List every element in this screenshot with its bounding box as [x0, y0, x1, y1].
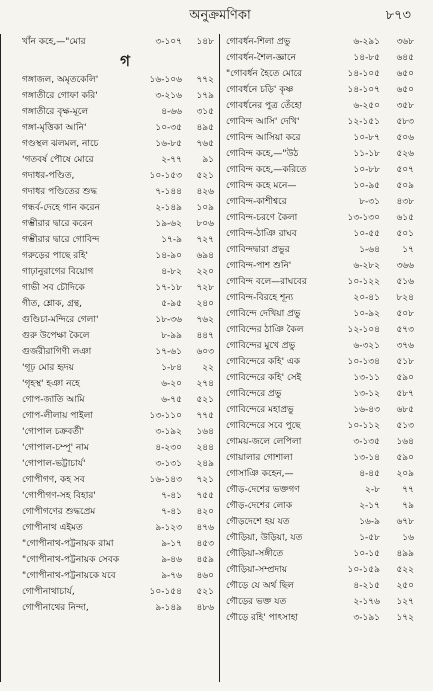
index-entry: [224, 162, 420, 178]
entry-reference: ১০-১৩৪: [347, 357, 380, 367]
entry-page: ৬০৩: [196, 347, 214, 357]
entry-reference: ৩-২১৬: [155, 91, 182, 101]
entry-text: গোবিন্দ বলে—রাঘবের: [226, 277, 307, 287]
entry-text: গৌড়দেশে হয় যত: [226, 517, 290, 527]
entry-page: ৫২২: [396, 565, 414, 575]
index-entry: [224, 306, 420, 322]
entry-reference: ১৮-৩৬: [155, 315, 182, 325]
entry-page: ২২: [202, 363, 214, 373]
index-entry: [224, 546, 420, 562]
index-entry: [20, 408, 218, 424]
entry-page: ৬৭৮: [396, 517, 414, 527]
index-entry: [224, 482, 420, 498]
entry-reference: ১০-৮৮: [353, 165, 380, 175]
entry-page: ৫৭৩: [396, 325, 414, 335]
index-entry: [20, 104, 218, 120]
entry-text: গোসাঞি কহেন,—: [226, 469, 294, 479]
entry-page: ৫০১: [396, 229, 414, 239]
entry-page: ১৭৯: [196, 91, 214, 101]
entry-page: ৬৯৪: [196, 251, 214, 261]
entry-text: গোবিন্দ আসিয়া করে: [226, 133, 301, 143]
entry-text: গোবিন্দের ঠাঞি কৈল: [226, 325, 304, 335]
index-entry: [20, 168, 218, 184]
index-entry: [224, 514, 420, 530]
entry-text: গদাধর পণ্ডিতের শুদ্ধ: [22, 187, 97, 197]
entry-page: ৭৭৫: [196, 411, 214, 421]
entry-page: ৫৯০: [396, 373, 414, 383]
entry-text: গরুড়ের পাছে রহি': [22, 251, 89, 261]
index-entry: [20, 72, 218, 88]
entry-reference: ৪-৮২: [161, 267, 182, 277]
index-entry: [224, 226, 420, 242]
entry-page: ৪৫৩: [196, 539, 214, 549]
entry-text: গাভী সব চৌদিকে: [22, 283, 85, 293]
entry-text: গোবিন্দ-কাশীশ্বরে: [226, 197, 287, 207]
index-entry: [224, 386, 420, 402]
entry-text: গৌড়ে রহি' পাৎসাহা: [226, 613, 299, 623]
entry-reference: ৬-৭৫: [161, 395, 182, 405]
index-entry: [224, 594, 420, 610]
entry-text: গাঢ়ানুরাগের বিয়োগ: [22, 267, 94, 277]
entry-page: ৫১৬: [396, 277, 414, 287]
entry-text: গণ্ডস্থল ঝলমল, নাচে: [22, 139, 99, 149]
entry-page: ৭৭২: [196, 75, 214, 85]
entry-text: গোবিন্দেরে কহি' সেই: [226, 373, 302, 383]
entry-reference: ১৬-৪৩: [353, 405, 380, 415]
entry-page: ৭২৮: [196, 283, 214, 293]
page-header: [0, 4, 433, 26]
entry-reference: ১০-১৫৯: [347, 565, 380, 575]
entry-text: 'গতবর্ষ পৌষে মোরে: [22, 155, 94, 165]
entry-reference: ২-১৭৬: [353, 597, 380, 607]
entry-reference: ৬-২৯১: [353, 37, 380, 47]
index-entry: [20, 136, 218, 152]
entry-reference: ২-১৭: [359, 501, 380, 511]
entry-reference: ৯-১৪৯: [155, 603, 182, 613]
entry-text: গঙ্গা-মৃত্তিকা আনি': [22, 123, 87, 133]
entry-page: ৫০৬: [396, 133, 414, 143]
entry-page: ২৭৪: [196, 379, 214, 389]
index-entry: [20, 360, 218, 376]
entry-page: ৩৬৬: [396, 261, 414, 271]
entry-text: 'গোপাল চক্রবর্তী': [22, 427, 85, 437]
entry-page: ৭২১: [196, 475, 214, 485]
entry-reference: ১০-১৫৪: [149, 587, 182, 597]
entry-page: ৪৫৯: [196, 555, 214, 565]
entry-text: গোপ-জাতি আমি: [22, 395, 85, 405]
entry-reference: ১৭-৯: [161, 235, 182, 245]
index-entry: [20, 504, 218, 520]
index-entry: [20, 520, 218, 536]
index-entry: [224, 530, 420, 546]
entry-text: "গোবর্ধন হৈতে মোরে: [226, 69, 303, 79]
entry-text: গুরু উপেক্ষা কৈলে: [22, 331, 90, 341]
index-entry: [20, 328, 218, 344]
entry-text: গোবিন্দেরে সবে পুছে: [226, 421, 301, 431]
entry-page: ২২০: [196, 267, 214, 277]
entry-text: গৌড়িয়া-সঙ্গীতে: [226, 549, 284, 559]
entry-reference: ৬-২৫০: [353, 101, 380, 111]
index-entry: [20, 568, 218, 584]
entry-page: ৪২০: [196, 507, 214, 517]
entry-text: গোবিন্দেরে প্রভু: [226, 389, 282, 399]
index-entry: [224, 258, 420, 274]
entry-page: ৬৮৫: [396, 405, 414, 415]
entry-reference: ১০-১১২: [347, 421, 380, 431]
page-number: ৮৭৩: [385, 8, 411, 23]
index-entry: [224, 114, 420, 130]
index-entry: [224, 434, 420, 450]
index-entry: [20, 424, 218, 440]
entry-reference: ১৪-৯০: [155, 251, 182, 261]
entry-page: ৫৮৩: [396, 117, 414, 127]
index-entry: [224, 402, 420, 418]
entry-page: ১৬৪: [196, 427, 214, 437]
index-entry: [20, 376, 218, 392]
entry-reference: ২-৮: [365, 485, 380, 495]
entry-text: গুর্জরীরাগিণী লঞা: [22, 347, 92, 357]
entry-reference: ১৬-১৪৩: [149, 475, 182, 485]
entry-reference: ১৬-৮৫: [155, 139, 182, 149]
entry-text: 'গূঢ় মোর হৃদয়: [22, 363, 74, 373]
entry-reference: ১৩-১৩০: [347, 213, 380, 223]
index-entry: [224, 370, 420, 386]
entry-reference: ১০-৫৫: [353, 229, 380, 239]
entry-text: গোয়ালার গোশালা: [226, 453, 293, 463]
entry-reference: ১৭-১৮: [155, 283, 182, 293]
entry-text: গদাধর-পণ্ডিত,: [22, 171, 75, 181]
entry-reference: ৯-৪৬: [161, 555, 182, 565]
entry-page: ৪৮৬: [196, 603, 214, 613]
entry-text: গোবিন্দ কহে মনে—: [226, 181, 297, 191]
entry-reference: ৪-২৩০: [155, 443, 182, 453]
entry-reference: ১৭-৬১: [155, 347, 182, 357]
entry-reference: ৮-৩১: [359, 197, 380, 207]
index-entry: [224, 34, 420, 50]
index-entry: [224, 322, 420, 338]
entry-text: গোবিন্দ-বিরহে শূন্য: [226, 293, 294, 303]
index-entry: [20, 120, 218, 136]
entry-reference: ১২-১০৪: [347, 325, 380, 335]
entry-reference: ৬-২০: [161, 379, 182, 389]
entry-text: খাঁন কহে,—"মোর: [22, 37, 86, 47]
index-entry: [20, 552, 218, 568]
entry-text: গৌড়িয়া-সম্প্রদায়: [226, 565, 288, 575]
entry-reference: ৬-২৮২: [353, 261, 380, 271]
entry-text: "গোপীনাথ-পট্টনায়ক রামা: [22, 539, 114, 549]
entry-text: গোপীনাথ এইমত: [22, 523, 83, 533]
index-entry: [224, 98, 420, 114]
entry-page: ৫০৯: [396, 181, 414, 191]
page-title: অনুক্রমণিকা: [189, 8, 251, 23]
entry-page: ৭৭: [402, 485, 414, 495]
index-entry: [20, 584, 218, 600]
entry-reference: ১৪-৮৫: [353, 53, 380, 63]
entry-page: ৫২১: [196, 395, 214, 405]
entry-page: ৪৭৬: [196, 523, 214, 533]
index-entry: [20, 264, 218, 280]
index-entry: [224, 50, 420, 66]
entry-page: ৫৮৭: [396, 389, 414, 399]
entry-reference: ১৩-১৪: [353, 453, 380, 463]
entry-page: ৩৬৮: [396, 37, 414, 47]
index-entry: [20, 392, 218, 408]
index-entry: [224, 194, 420, 210]
entry-reference: ২-১৪৯: [155, 203, 182, 213]
entry-text: গোময়-জলে লেপিলা: [226, 437, 302, 447]
entry-reference: ১-৫৮: [359, 533, 380, 543]
index-entry: [20, 280, 218, 296]
entry-page: ৪৬০: [196, 571, 214, 581]
entry-reference: ৭-৪১: [161, 491, 182, 501]
entry-text: গোবর্ধন-শিলা প্রভু: [226, 37, 291, 47]
entry-page: ৭৬২: [196, 315, 214, 325]
entry-page: ৫২১: [196, 587, 214, 597]
index-entry: [20, 248, 218, 264]
section-heading: [20, 50, 218, 72]
entry-reference: ১০-১২২: [347, 277, 380, 287]
entry-page: ২৪০: [196, 299, 214, 309]
entry-text: গোবিন্দের মুখে প্রভু: [226, 341, 296, 351]
entry-page: ৭২৭: [196, 235, 214, 245]
entry-reference: ১৪-১০৭: [347, 85, 380, 95]
index-entry: [224, 82, 420, 98]
index-entry: [224, 466, 420, 482]
entry-text: গোবর্ধন-শৈল-জ্ঞানে: [226, 53, 296, 63]
entry-page: ৫২৬: [396, 149, 414, 159]
entry-text: গোবিন্দ কহে,—করিতে: [226, 165, 307, 175]
entry-page: ৫১৩: [396, 421, 414, 431]
entry-page: ১৪৮: [196, 37, 214, 47]
entry-reference: ১৩-১২: [353, 389, 380, 399]
index-entry: [224, 290, 420, 306]
entry-reference: ৬-৩২১: [353, 341, 380, 351]
index-entry: [224, 178, 420, 194]
entry-text: গোবিন্দে দেখিয়া প্রভু: [226, 309, 301, 319]
entry-text: গোবিন্দ কহে,—"উঠ: [226, 149, 299, 159]
entry-page: ৩১৫: [196, 107, 214, 117]
entry-text: গোপীগণের শুদ্ধপ্রেম: [22, 507, 96, 517]
entry-page: ৮২৪: [396, 293, 414, 303]
entry-page: ৮০৬: [196, 219, 214, 229]
entry-text: গোবিন্দেরে মহাপ্রভু: [226, 405, 294, 415]
entry-reference: ৪-৪৫: [359, 469, 380, 479]
entry-page: ৭৬৫: [196, 139, 214, 149]
index-entry: [224, 450, 420, 466]
index-entry: [224, 338, 420, 354]
index-entry: [20, 488, 218, 504]
entry-reference: ১-৮৪: [161, 363, 182, 373]
index-entry: [224, 146, 420, 162]
entry-reference: ৪-২১৫: [353, 581, 380, 591]
entry-text: গোবিন্দ-ঠাঞি রাঘব: [226, 229, 297, 239]
entry-reference: ১৯-৬২: [155, 219, 182, 229]
index-entry: [224, 210, 420, 226]
entry-page: ২৪৯: [196, 459, 214, 469]
entry-reference: ৮-৯৯: [161, 331, 182, 341]
entry-text: 'গৃহস্থ' হঞা নহে: [22, 379, 80, 389]
entry-reference: ১০-৯২: [353, 309, 380, 319]
entry-text: গোপীনাথাচার্য,: [22, 587, 75, 597]
entry-text: গোপীগণ, কহ সব: [22, 475, 85, 485]
entry-reference: ২-৭৭: [161, 155, 182, 165]
entry-text: "গোপীনাথ-পট্টনায়কে যবে: [22, 571, 116, 581]
index-entry: [224, 498, 420, 514]
entry-reference: ১০-৩৫: [155, 123, 182, 133]
index-entry: [20, 232, 218, 248]
entry-page: ১৬: [402, 533, 414, 543]
entry-reference: ৯-১২৩: [155, 523, 182, 533]
index-entry: [20, 344, 218, 360]
entry-reference: ৭-৪১: [161, 507, 182, 517]
entry-text: "গোপীনাথ-পট্টনায়ক সেবক: [22, 555, 120, 565]
index-entry: [224, 66, 420, 82]
entry-reference: ১২-১৫১: [347, 117, 380, 127]
entry-reference: ৩-১৯২: [155, 427, 182, 437]
entry-text: গৌড়ে যে অর্থ ছিল: [226, 581, 294, 591]
index-entry: [224, 242, 420, 258]
entry-page: ২০৯: [396, 469, 414, 479]
index-entry: [20, 472, 218, 488]
entry-text: গৌড়ের ভক্ত যত: [226, 597, 287, 607]
entry-reference: ৩-১৩৫: [353, 437, 380, 447]
entry-reference: ১৩-১১: [353, 373, 380, 383]
entry-page: ৫০৮: [396, 309, 414, 319]
entry-text: গোবিন্দ আসি' দেখি': [226, 117, 300, 127]
index-entry: [20, 312, 218, 328]
entry-page: ৪৪৭: [196, 331, 214, 341]
entry-text: গৌড়-দেশের ভক্তগণ: [226, 485, 300, 495]
entry-text: গোবিন্দদ্বারা প্রভুর: [226, 245, 290, 255]
index-entry: [20, 440, 218, 456]
entry-text: গঙ্গাতীরে বৃক্ষ-মূলে: [22, 107, 89, 117]
entry-text: গোবর্ধনের পুত্র তেঁহো: [226, 101, 302, 111]
outer-rule-left: [0, 34, 1, 682]
index-entry: [20, 34, 218, 50]
entry-reference: ৩-১৯১: [353, 613, 380, 623]
entry-reference: ১৬-৯: [359, 517, 380, 527]
entry-text: গোবর্ধনে চড়ি' কৃষ্ণ: [226, 85, 294, 95]
index-entry: [20, 456, 218, 472]
entry-text: গৌড়-দেশের লোক: [226, 501, 293, 511]
entry-page: ৬১৫: [396, 213, 414, 223]
entry-reference: ১০-৯৫: [353, 181, 380, 191]
entry-page: ৬৫০: [396, 85, 414, 95]
entry-page: ৩৭৬: [396, 341, 414, 351]
entry-page: ৭৫৫: [196, 491, 214, 501]
entry-text: 'গোপাল-চম্পূ' নাম: [22, 443, 89, 453]
entry-reference: ৪-৬৬: [161, 107, 182, 117]
entry-text: গোবিন্দেরে কহি' এক: [226, 357, 301, 367]
entry-reference: ১১-১৮: [353, 149, 380, 159]
entry-text: গীত, শ্লোক, গ্রন্থ,: [22, 299, 83, 309]
entry-text: গোবিন্দ-পাশ শুনি': [226, 261, 292, 271]
entry-reference: ১৩-১১০: [149, 411, 182, 421]
entry-text: 'গোপাল-ভট্টাচার্য': [22, 459, 86, 469]
entry-page: ৫৯০: [396, 453, 414, 463]
entry-text: গঙ্গাজল, অমৃতকেলি': [22, 75, 99, 85]
entry-reference: ৩-১৩১: [155, 459, 182, 469]
entry-text: গম্ভীরার দ্বারে করেন: [22, 219, 93, 229]
entry-reference: ১-৬৪: [359, 245, 380, 255]
left-column: [20, 34, 218, 616]
entry-reference: ৯-৭৬: [161, 571, 182, 581]
entry-reference: ২০-৪১: [353, 293, 380, 303]
entry-text: 'গোপীগণ-সহ বিহার': [22, 491, 96, 501]
entry-reference: ১০-৮৭: [353, 133, 380, 143]
index-entry: [20, 536, 218, 552]
entry-page: ৪৯৫: [196, 123, 214, 133]
entry-page: ৫২১: [196, 171, 214, 181]
entry-reference: ৫-৯৫: [161, 299, 182, 309]
entry-reference: ১০-১৫৩: [149, 171, 182, 181]
entry-page: ৭৯: [402, 501, 414, 511]
entry-reference: ১৪-১০৫: [347, 69, 380, 79]
entry-page: ১৬৪: [396, 437, 414, 447]
entry-reference: ৩-১০৭: [155, 37, 182, 47]
entry-text: গম্ভীরার দ্বারে গোবিন্দ: [22, 235, 100, 245]
entry-page: ১২৭: [396, 597, 414, 607]
index-entry: [20, 152, 218, 168]
index-entry: [224, 354, 420, 370]
right-column: [224, 34, 420, 626]
entry-page: ১৭: [402, 245, 414, 255]
entry-page: ৩৫৮: [396, 101, 414, 111]
index-entry: [224, 610, 420, 626]
entry-reference: ১০-১৫: [353, 549, 380, 559]
entry-page: ২৪৪: [196, 443, 214, 453]
index-entry: [224, 578, 420, 594]
column-divider: [219, 34, 220, 682]
entry-page: ৪৩৮: [396, 197, 414, 207]
index-entry: [224, 274, 420, 290]
entry-text: গঙ্গাতীরে গোফা করি': [22, 91, 98, 101]
index-entry: [20, 88, 218, 104]
entry-page: ৫১৮: [396, 357, 414, 367]
index-entry: [224, 418, 420, 434]
entry-text: গোপ-লীলায় পাইলা: [22, 411, 93, 421]
entry-reference: ৯-১৭: [161, 539, 182, 549]
entry-page: ৯১: [202, 155, 214, 165]
index-entry: [20, 600, 218, 616]
entry-page: ৬৪৫: [396, 53, 414, 63]
entry-page: ৬৫০: [396, 69, 414, 79]
index-entry: [20, 184, 218, 200]
entry-text: গন্ধর্ব-দেহে গান করেন: [22, 203, 100, 213]
entry-page: ২৫০: [396, 581, 414, 591]
entry-text: গোবিন্দ-চরণে কৈলা: [226, 213, 298, 223]
entry-page: ৫০৭: [396, 165, 414, 175]
index-entry: [224, 130, 420, 146]
entry-page: ৪৯৯: [396, 549, 414, 559]
entry-text: গুণ্ডিচা-মন্দিরে গেলা': [22, 315, 99, 325]
index-entry: [224, 562, 420, 578]
entry-text: গোপীনাথের নিন্দা,: [22, 603, 89, 613]
section-letter: গ: [120, 52, 130, 70]
index-entry: [20, 296, 218, 312]
entry-reference: ১৬-১০৬: [149, 75, 182, 85]
index-entry: [20, 200, 218, 216]
entry-page: ১৭২: [396, 613, 414, 623]
index-entry: [20, 216, 218, 232]
entry-page: ৪২৬: [196, 187, 214, 197]
entry-text: গৌড়িয়া, উড়িয়া, যত: [226, 533, 303, 543]
entry-page: ১০৯: [196, 203, 214, 213]
entry-reference: ৭-১৪৪: [155, 187, 182, 197]
